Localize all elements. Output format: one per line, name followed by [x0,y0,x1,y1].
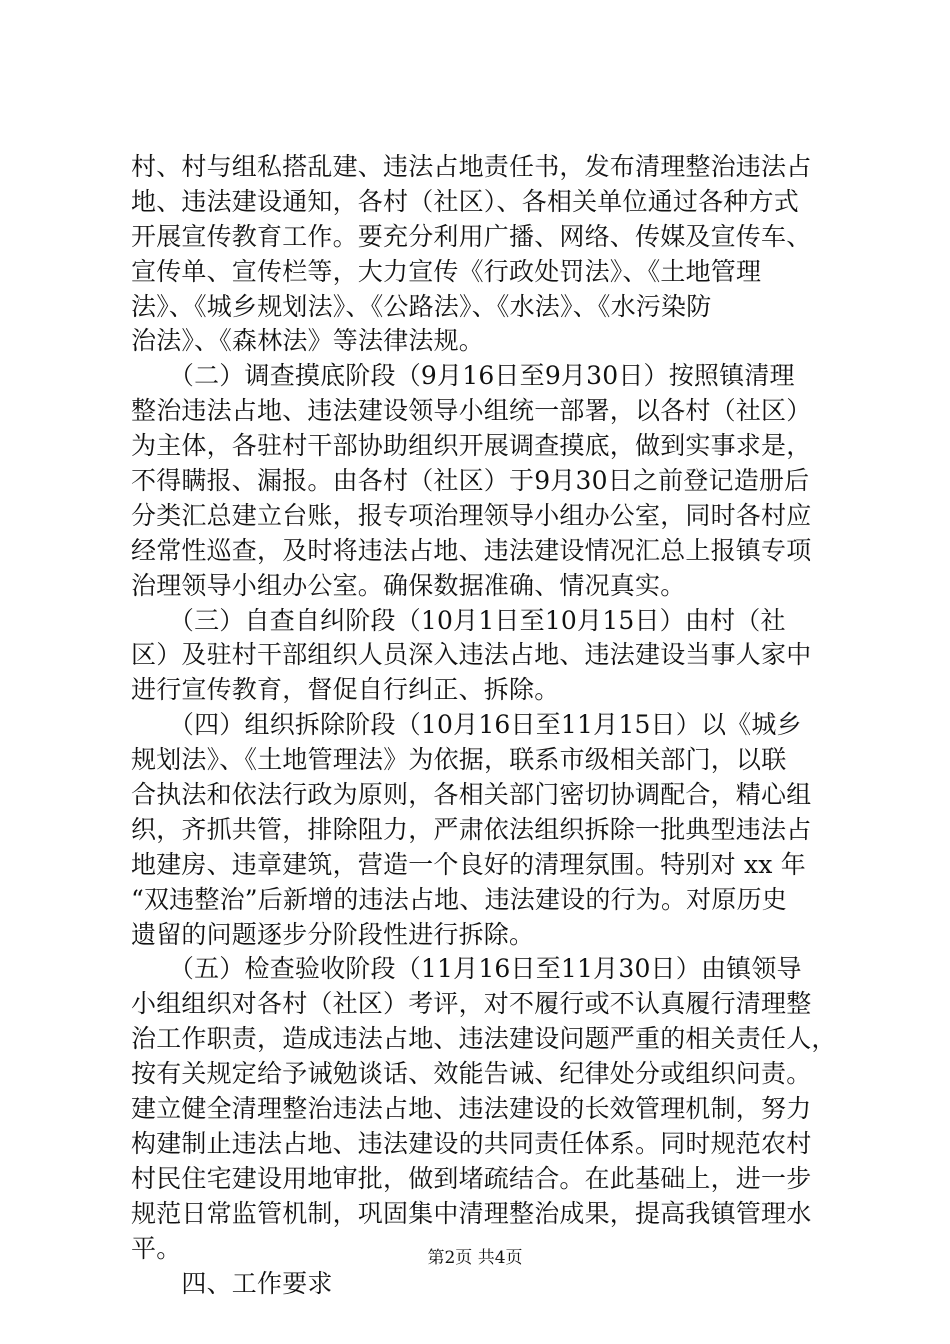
text-line: 开展宣传教育工作。要充分利用广播、网络、传媒及宣传车、 [131,221,812,251]
text-line: 治法》、《森林法》等法律法规。 [131,326,485,356]
text-line: “双违整治”后新增的违法占地、违法建设的行为。对原历史 [131,884,787,914]
text-line: 分类汇总建立台账，报专项治理领导小组办公室，同时各村应 [131,500,812,530]
section-heading: 四、工作要求 [131,1268,333,1298]
page-number-footer: 第2页 共4页 [427,1248,523,1268]
text-line: 不得瞒报、漏报。由各村（社区）于9月30日之前登记造册后 [131,466,810,496]
document-body [131,150,837,1301]
text-line: 村、村与组私搭乱建、违法占地责任书，发布清理整治违法占 [131,152,812,181]
text-line: 为主体，各驻村干部协助组织开展调查摸底，做到实事求是， [131,431,812,461]
text-line: 治工作职责，造成违法占地、违法建设问题严重的相关责任人， [131,1024,837,1054]
text-line: 地、违法建设通知，各村（社区）、各相关单位通过各种方式 [131,186,799,216]
text-line: 宣传单、宣传栏等，大力宣传《行政处罚法》、《土地管理 [131,256,762,286]
text-line: （五）检查验收阶段（11月16日至11月30日）由镇领导 [131,954,802,984]
text-line: 合执法和依法行政为原则，各相关部门密切协调配合，精心组 [131,780,812,810]
text-line: 治理领导小组办公室。确保数据准确、情况真实。 [131,570,686,600]
text-line: 地建房、违章建筑，营造一个良好的清理氛围。特别对 xx 年 [131,849,806,879]
text-line: 区）及驻村干部组织人员深入违法占地、违法建设当事人家中 [131,640,812,670]
text-line: 平。 [131,1233,182,1263]
text-line: 小组组织对各村（社区）考评，对不履行或不认真履行清理整 [131,989,812,1019]
text-line: 遗留的问题逐步分阶段性进行拆除。 [131,919,535,949]
text-line: （二）调查摸底阶段（9月16日至9月30日）按照镇清理 [131,361,795,391]
text-line: 按有关规定给予诫勉谈话、效能告诫、纪律处分或组织问责。 [131,1059,812,1089]
text-line: 织，齐抓共管，排除阻力，严肃依法组织拆除一批典型违法占 [131,814,812,844]
text-line: （三）自查自纠阶段（10月1日至10月15日）由村（社 [131,605,786,635]
text-line: 村民住宅建设用地审批，做到堵疏结合。在此基础上，进一步 [131,1163,812,1193]
text-line: 法》、《城乡规划法》、《公路法》、《水法》、《水污染防 [131,291,712,321]
text-line: 整治违法占地、违法建设领导小组统一部署，以各村（社区） [131,396,812,426]
text-line: 经常性巡查，及时将违法占地、违法建设情况汇总上报镇专项 [131,535,812,565]
text-line: （四）组织拆除阶段（10月16日至11月15日）以《城乡 [131,710,802,740]
text-line: 规划法》、《土地管理法》为依据，联系市级相关部门，以联 [131,745,787,775]
text-line: 规范日常监管机制，巩固集中清理整治成果，提高我镇管理水 [131,1198,812,1228]
text-line: 构建制止违法占地、违法建设的共同责任体系。同时规范农村 [131,1128,812,1158]
text-line: 建立健全清理整治违法占地、违法建设的长效管理机制，努力 [131,1094,812,1124]
text-line: 进行宣传教育，督促自行纠正、拆除。 [131,675,560,705]
